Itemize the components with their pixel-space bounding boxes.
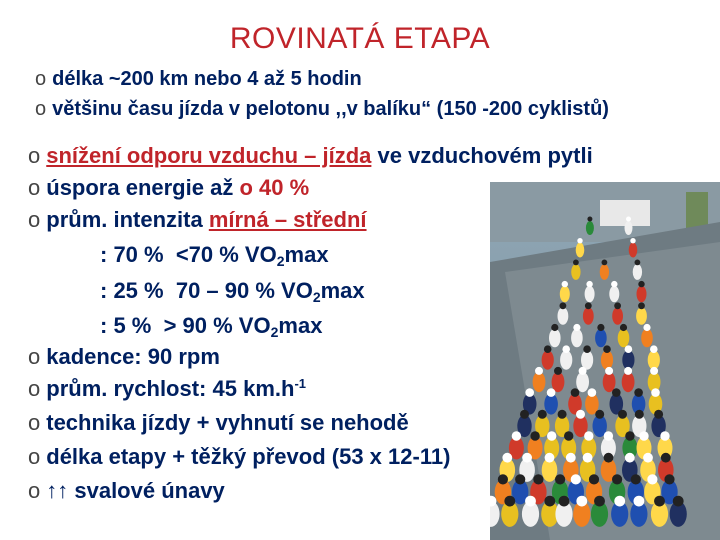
rider-helmet — [635, 260, 641, 266]
rider-helmet — [605, 367, 613, 375]
rider-helmet — [560, 302, 567, 309]
double-up-arrow-icon: ↑↑ — [46, 478, 69, 503]
rider-helmet — [643, 453, 653, 463]
rider-helmet — [654, 496, 665, 507]
rider-shape — [585, 286, 595, 303]
slide-title: ROVINATÁ ETAPA — [229, 22, 491, 55]
rider-helmet — [634, 388, 643, 397]
rider-helmet — [638, 281, 644, 287]
intro-bullet-2: o většinu času jízda v pelotonu ,,v balíku“ (150 -200 cyklistů) — [35, 98, 609, 120]
rider-helmet — [660, 431, 669, 440]
bullet-intensity: o prům. intenzita mírná – střední — [28, 207, 367, 232]
bullet-cadence: o kadence: 90 rpm — [28, 344, 220, 369]
bullet-air-resistance: o snížení odporu vzduchu – jízda ve vzduchovém pytli — [28, 143, 593, 168]
rider-shape — [571, 264, 580, 280]
rider-helmet — [538, 410, 547, 419]
rider-helmet — [522, 453, 532, 463]
rider-helmet — [583, 345, 591, 353]
rider-helmet — [555, 474, 565, 484]
rider-helmet — [611, 281, 617, 287]
rider-helmet — [635, 410, 644, 419]
rider-helmet — [603, 345, 611, 353]
rider-helmet — [585, 302, 592, 309]
bullet-marker: o — [28, 207, 41, 232]
rider-helmet — [650, 367, 658, 375]
rider-shape — [558, 307, 569, 325]
rider-shape — [571, 329, 583, 348]
bullet-energy-saving: o úspora energie až o 40 % — [28, 175, 310, 200]
bullet-marker: o — [28, 175, 41, 200]
rider-helmet — [643, 324, 650, 331]
bullet-muscle-fatigue: o ↑↑ svalové únavy — [28, 478, 225, 503]
intro-bullet-1: o délka ~200 km nebo 4 až 5 hodin — [35, 68, 362, 90]
rider-helmet — [525, 496, 536, 507]
rider-shape — [609, 286, 619, 303]
rider-helmet — [594, 496, 605, 507]
rider-helmet — [589, 474, 599, 484]
rider-helmet — [566, 453, 576, 463]
rider-shape — [581, 350, 593, 369]
intensity-row-2: : 25 % 70 – 90 % $VO_2\max$ — [100, 278, 365, 305]
rider-helmet — [624, 367, 632, 375]
rider-helmet — [576, 496, 587, 507]
rider-helmet — [577, 238, 582, 243]
rider-helmet — [571, 388, 580, 397]
rider-helmet — [625, 345, 633, 353]
rider-helmet — [583, 453, 593, 463]
rider-helmet — [647, 474, 657, 484]
rider-shape — [601, 350, 613, 369]
rider-helmet — [564, 431, 573, 440]
rider-helmet — [547, 431, 556, 440]
rider-helmet — [562, 345, 570, 353]
rider-shape — [583, 307, 594, 325]
rider-shape — [648, 350, 660, 369]
rider-helmet — [614, 302, 621, 309]
rider-helmet — [512, 431, 521, 440]
rider-helmet — [595, 410, 604, 419]
rider-helmet — [651, 388, 660, 397]
rider-helmet — [544, 496, 555, 507]
rider-helmet — [584, 431, 593, 440]
rider-helmet — [551, 324, 558, 331]
rider-helmet — [504, 496, 515, 507]
rider-helmet — [638, 302, 645, 309]
rider-helmet — [573, 324, 580, 331]
bullet-marker: o — [35, 68, 47, 90]
rider-helmet — [498, 474, 508, 484]
rider-helmet — [520, 410, 529, 419]
rider-helmet — [654, 410, 663, 419]
rider-helmet — [535, 367, 543, 375]
rider-shape — [600, 264, 609, 280]
rider-shape — [637, 286, 647, 303]
rider-shape — [595, 329, 607, 348]
bullet-marker: o — [28, 143, 41, 168]
rider-shape — [549, 329, 561, 348]
rider-helmet — [618, 410, 627, 419]
rider-helmet — [544, 345, 552, 353]
rider-helmet — [587, 217, 592, 222]
bullet-stage-length: o délka etapy + těžký převod (53 x 12-11) — [28, 444, 451, 469]
rider-helmet — [559, 496, 570, 507]
rider-shape — [622, 350, 634, 369]
bullet-marker: o — [28, 376, 41, 401]
rider-helmet — [604, 431, 613, 440]
rider-shape — [560, 350, 572, 369]
rider-helmet — [533, 474, 543, 484]
rider-helmet — [602, 260, 608, 266]
bullet-marker: o — [28, 344, 41, 369]
rider-helmet — [558, 410, 567, 419]
bullet-marker: o — [35, 98, 47, 120]
rider-helmet — [661, 453, 671, 463]
rider-helmet — [597, 324, 604, 331]
rider-helmet — [571, 474, 581, 484]
bullet-technique: o technika jízdy + vyhnutí se nehodě — [28, 410, 409, 435]
rider-helmet — [588, 388, 597, 397]
rider-helmet — [634, 496, 645, 507]
rider-shape — [629, 243, 638, 258]
rider-shape — [560, 286, 570, 303]
rider-shape — [625, 221, 633, 235]
rider-helmet — [625, 431, 634, 440]
peloton-photo — [490, 182, 720, 540]
rider-helmet — [545, 453, 555, 463]
rider-helmet — [673, 496, 684, 507]
rider-helmet — [612, 474, 622, 484]
rider-helmet — [547, 388, 556, 397]
bullet-marker: o — [28, 478, 41, 503]
rider-helmet — [576, 410, 585, 419]
rider-shape — [636, 307, 647, 325]
rider-helmet — [554, 367, 562, 375]
rider-helmet — [625, 453, 635, 463]
intensity-row-3: : 5 % > 90 % $VO_2\max$ — [100, 313, 323, 340]
intensity-row-1: : 70 % <70 % $VO_2\max$ — [100, 242, 329, 269]
rider-helmet — [502, 453, 512, 463]
rider-helmet — [650, 345, 658, 353]
rider-shape — [586, 221, 594, 235]
rider-shape — [612, 307, 623, 325]
rider-shape — [641, 329, 653, 348]
rider-helmet — [612, 388, 621, 397]
rider-helmet — [586, 281, 592, 287]
rider-helmet — [604, 453, 614, 463]
rider-helmet — [639, 431, 648, 440]
rider-helmet — [573, 260, 579, 266]
rider-helmet — [664, 474, 674, 484]
rider-helmet — [626, 217, 631, 222]
rider-shape — [542, 350, 554, 369]
rider-helmet — [530, 431, 539, 440]
rider-helmet — [562, 281, 568, 287]
rider-shape — [633, 264, 642, 280]
bullet-marker: o — [28, 410, 41, 435]
rider-helmet — [525, 388, 534, 397]
bullet-speed: o prům. rychlost: 45 $km.h^{-1}$ — [28, 376, 306, 401]
rider-helmet — [631, 474, 641, 484]
bullet-marker: o — [28, 444, 41, 469]
rider-shape — [618, 329, 630, 348]
rider-helmet — [579, 367, 587, 375]
rider-helmet — [630, 238, 635, 243]
rider-shape — [576, 243, 585, 258]
rider-helmet — [515, 474, 525, 484]
rider-helmet — [620, 324, 627, 331]
rider-helmet — [614, 496, 625, 507]
